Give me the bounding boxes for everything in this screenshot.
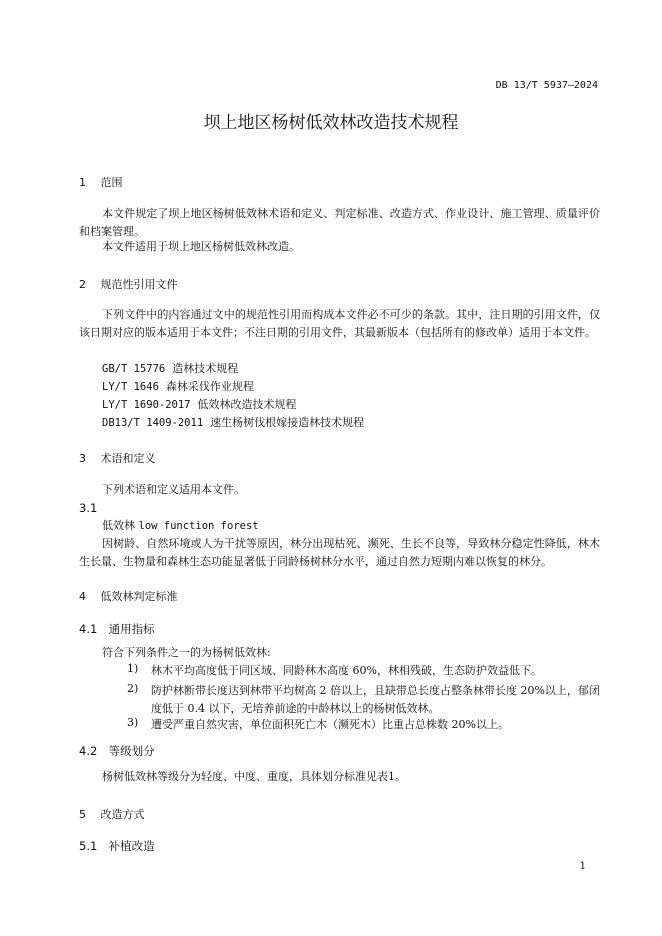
term-number: 3.1 (79, 501, 98, 515)
section-title: 范围 (100, 176, 123, 189)
reference-name: 造林技术规程 (172, 362, 239, 375)
reference-name: 森林采伐作业规程 (165, 380, 254, 393)
subsection-number: 5.1 (79, 839, 98, 853)
section-heading-2 (79, 276, 178, 292)
reference-item (102, 396, 297, 412)
section-number: 3 (79, 452, 86, 465)
reference-code: LY/T 1690-2017 (102, 399, 191, 411)
reference-name: 速生杨树伐根嫁接造林技术规程 (210, 416, 365, 429)
section-number: 2 (79, 278, 86, 291)
document-title: 坝上地区杨树低效林改造技术规程 (203, 113, 459, 133)
references-intro-paragraph: 下列文件中的内容通过文中的规范性引用而构成本文件必不可少的条款。其中，注日期的引用文件，仅该日期对应的版本适用于本文件；不注日期的引用文件，其最新版本（包括所有的修改单）适用于本文件。 (79, 308, 600, 339)
reference-code: LY/T 1646 (102, 381, 159, 393)
list-item-number: 1) (127, 662, 139, 675)
page-number: 1 (579, 861, 586, 872)
section-heading-1 (79, 174, 123, 190)
list-item-text: 遭受严重自然灾害，单位面积死亡木（濒死木）比重占总株数 20%以上。 (151, 718, 509, 731)
subsection-title: 补植改造 (108, 839, 155, 853)
terms-intro: 下列术语和定义适用本文件。 (102, 483, 245, 496)
subsection-title: 等级划分 (108, 744, 155, 758)
section-title: 术语和定义 (100, 452, 156, 465)
criteria-intro: 符合下列条件之一的为杨树低效林: (102, 646, 271, 659)
section-title: 低效林判定标准 (100, 590, 178, 603)
section-heading-5 (79, 806, 145, 822)
scope-paragraph-1: 本文件规定了坝上地区杨树低效林术语和定义、判定标准、改造方式、作业设计、施工管理、质量评价和档案管理。 (79, 207, 600, 238)
reference-item (102, 360, 238, 376)
term-english: low function forest (138, 520, 259, 532)
reference-name: 低效林改造技术规程 (197, 398, 297, 411)
section-title: 规范性引用文件 (100, 278, 178, 291)
list-item-text: 防护林断带长度达到林带平均树高 2 倍以上，且缺带总长度占整条林带长度 20%以上，郁闭度低于 0.4 以下，无培养前途的中龄林以上的杨树低效林。 (151, 684, 600, 715)
subsection-title: 通用指标 (108, 622, 155, 636)
subsection-number: 4.1 (79, 622, 98, 636)
section-number: 1 (79, 176, 86, 189)
subsection-heading-4-2 (79, 743, 155, 759)
list-item-number: 3) (127, 716, 139, 729)
term-entry (102, 517, 259, 533)
reference-code: DB13/T 1409-2011 (102, 417, 204, 429)
subsection-heading-5-1 (79, 838, 155, 854)
section-heading-3 (79, 450, 156, 466)
term-definition: 因树龄、自然环境或人为干扰等原因，林分出现枯死、濒死、生长不良等，导致林分稳定性降低，林木生长量、生物量和森林生态功能显著低于同龄杨树林分水平，通过自然力短期内难以恢复的林分。 (79, 537, 600, 568)
list-item-text: 林木平均高度低于同区域、同龄林木高度 60%，林相残破，生态防护效益低下。 (151, 664, 542, 677)
term-chinese: 低效林 (102, 519, 135, 532)
standard-number: DB 13/T 5937—2024 (495, 80, 598, 91)
scope-paragraph-2: 本文件适用于坝上地区杨树低效林改造。 (102, 240, 300, 253)
subsection-number: 4.2 (79, 744, 98, 758)
section-number: 4 (79, 590, 86, 603)
subsection-heading-4-1 (79, 621, 155, 637)
section-number: 5 (79, 808, 86, 821)
reference-item (102, 414, 364, 430)
grading-paragraph: 杨树低效林等级分为轻度、中度、重度，具体划分标准见表1。 (102, 770, 406, 783)
reference-code: GB/T 15776 (102, 363, 166, 375)
section-heading-4 (79, 588, 178, 604)
section-title: 改造方式 (100, 808, 145, 821)
reference-item (102, 378, 254, 394)
list-item-number: 2) (127, 682, 139, 695)
